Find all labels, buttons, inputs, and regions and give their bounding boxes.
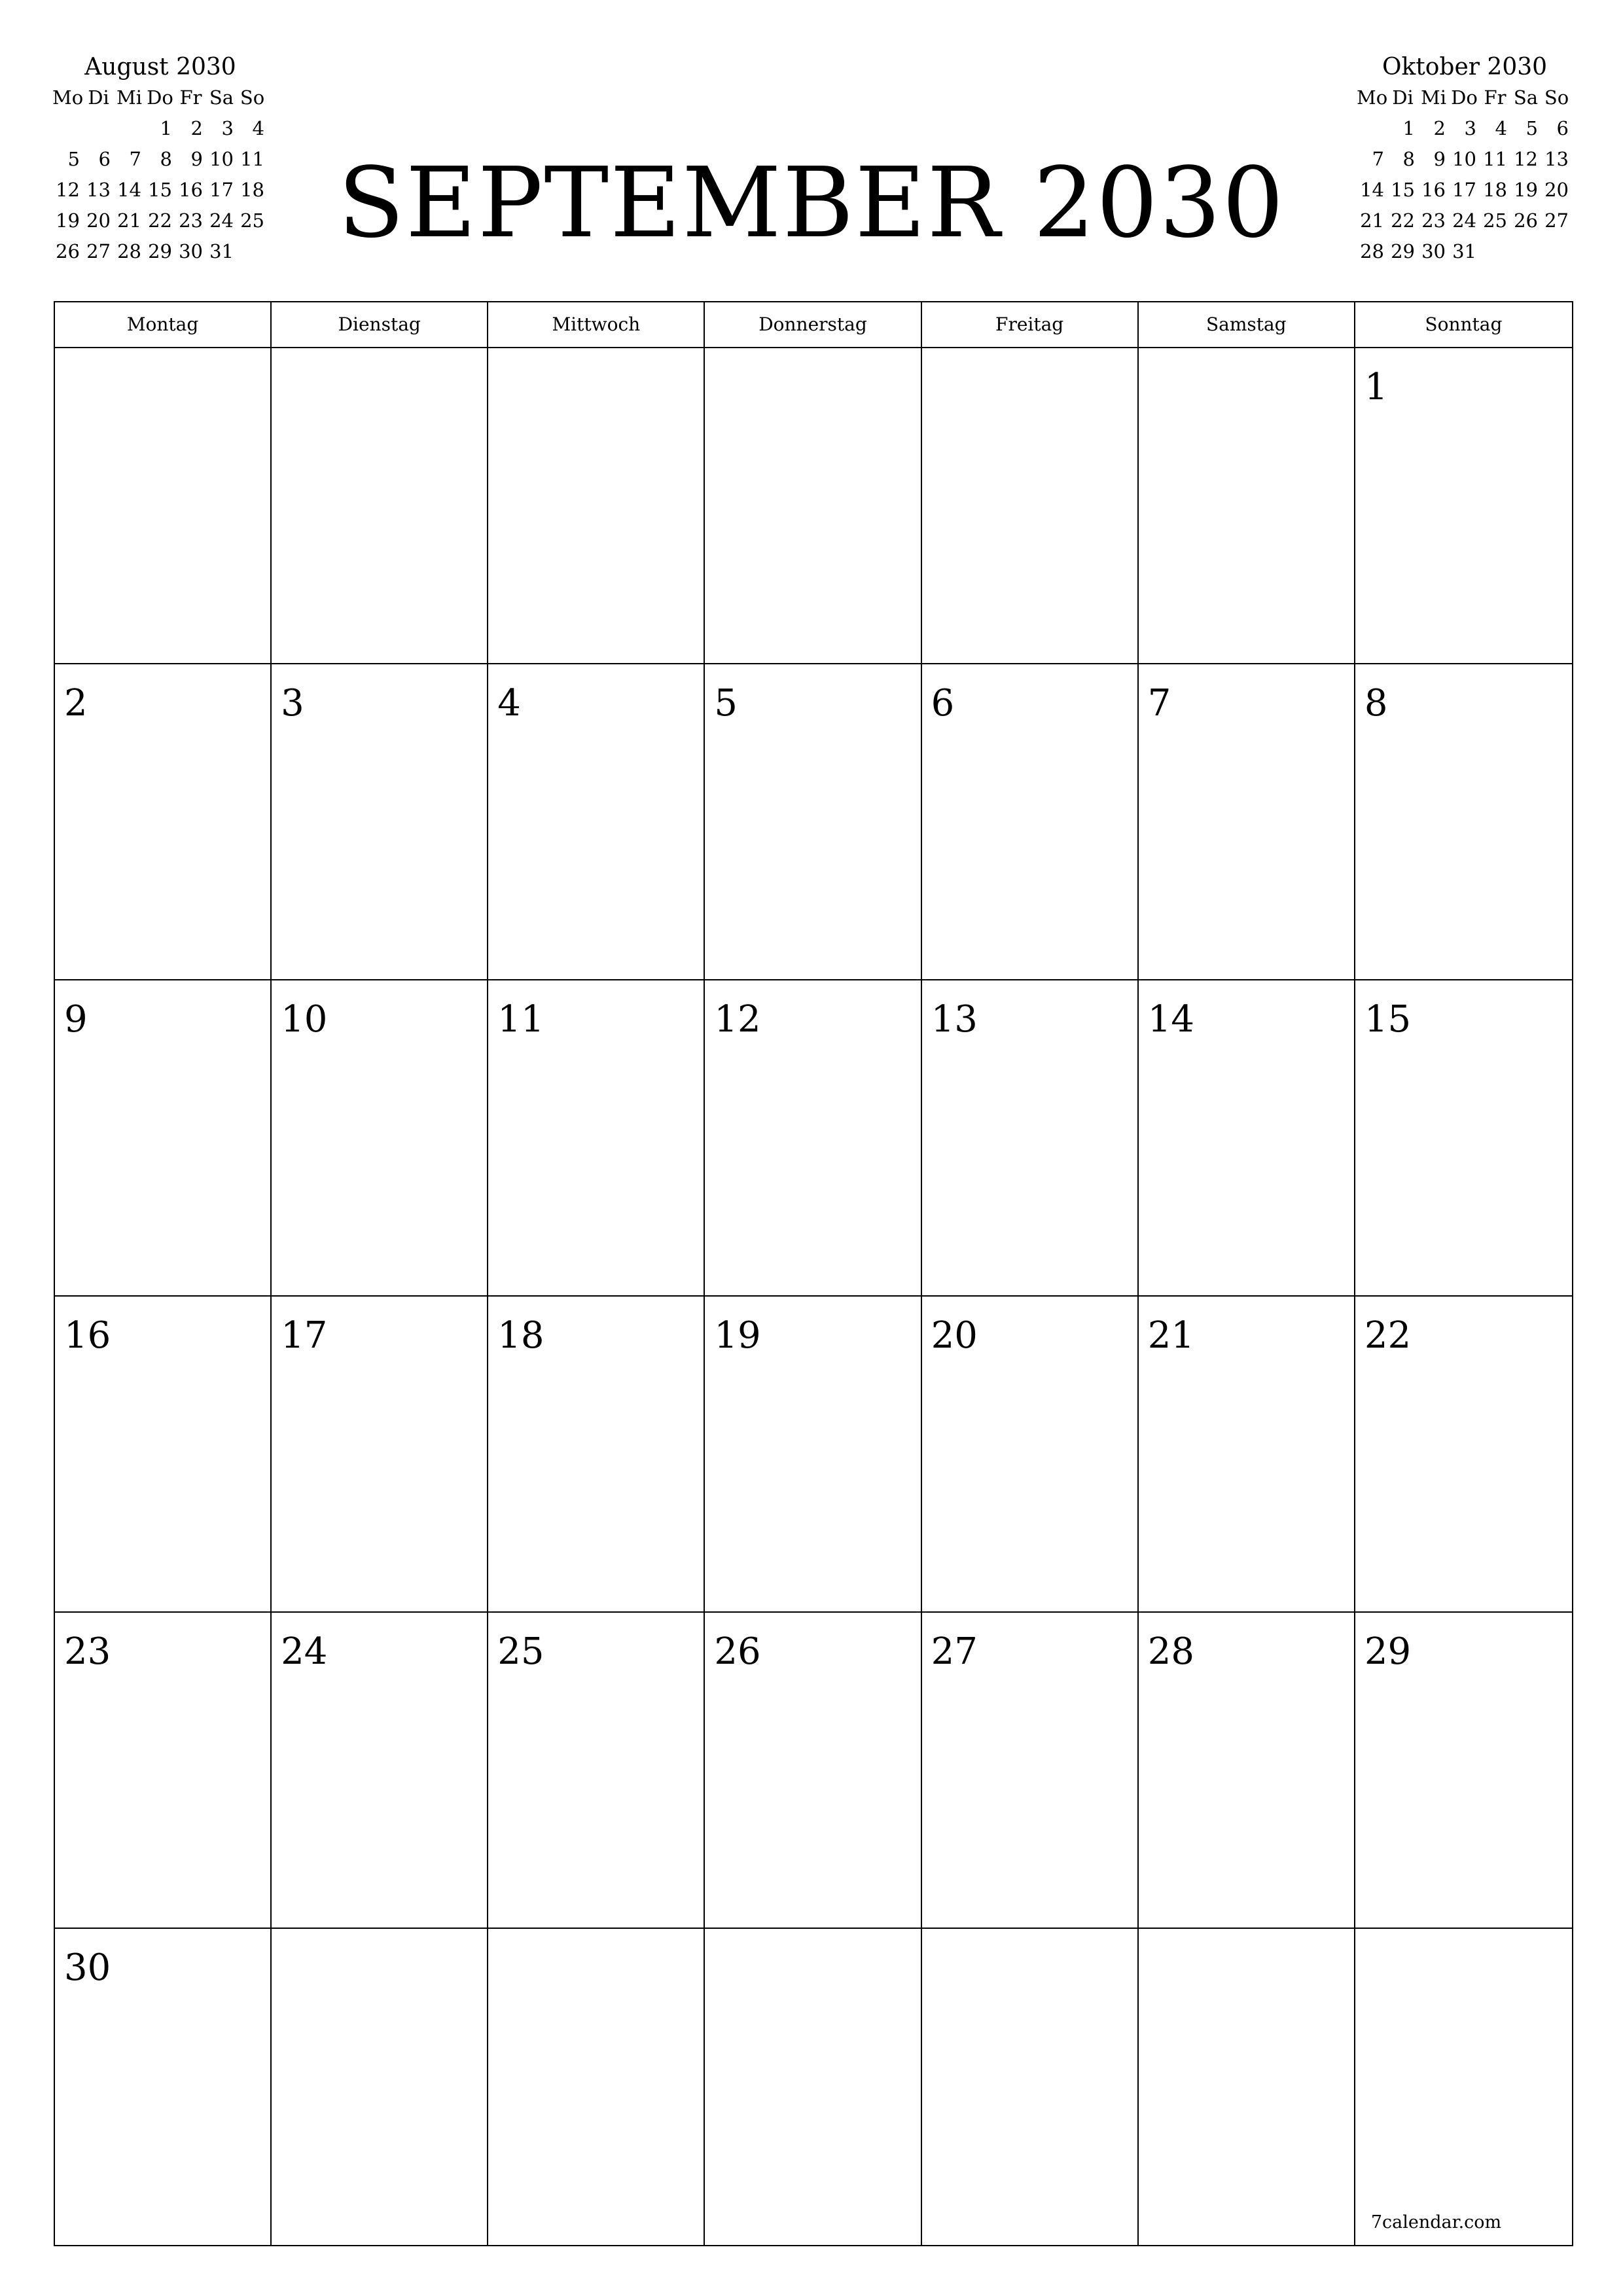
day-cell [55,664,272,980]
mini-weekday-header: Sa [1513,86,1539,109]
day-cell [55,348,272,664]
mini-day: 20 [86,209,111,232]
mini-weekday-header: Di [88,86,109,109]
day-number: 18 [497,1314,544,1357]
weekday-header: Mittwoch [488,302,705,347]
mini-day: 17 [209,179,234,201]
day-number: 19 [714,1314,761,1357]
day-cell [272,664,488,980]
mini-day: 10 [1452,148,1476,170]
mini-weekday-header: Di [1392,86,1414,109]
day-cell [488,664,705,980]
day-cell [1355,1929,1572,2245]
mini-day: 6 [1556,117,1569,139]
day-number: 21 [1147,1314,1194,1357]
mini-weekday-header: Mo [52,86,84,109]
day-number: 25 [497,1630,544,1673]
day-cell [705,980,921,1297]
mini-day: 14 [117,179,141,201]
mini-day: 11 [1483,148,1507,170]
day-cell [1139,664,1355,980]
mini-calendar-grid [1357,82,1573,267]
mini-day: 16 [179,179,203,201]
day-cell [488,1929,705,2245]
mini-day: 31 [209,240,234,262]
day-cell [922,980,1139,1297]
mini-weekday-header: Fr [179,86,202,109]
day-cell [922,348,1139,664]
mini-weekday-header: So [240,86,265,109]
mini-day: 24 [1452,209,1476,232]
day-cell [272,1613,488,1929]
mini-calendar-title: August 2030 [84,54,236,81]
day-cell [272,980,488,1297]
day-number: 28 [1147,1630,1194,1673]
weekday-header: Donnerstag [705,302,921,347]
day-number: 27 [931,1630,978,1673]
day-cell [488,348,705,664]
mini-day: 30 [179,240,203,262]
day-number: 3 [281,682,304,725]
mini-day: 13 [1544,148,1569,170]
mini-day [52,113,83,144]
mini-day: 24 [209,209,234,232]
day-cell [705,1613,921,1929]
mini-day: 22 [1391,209,1415,232]
day-number: 22 [1364,1314,1412,1357]
mini-weekday-header: Do [1451,86,1478,109]
day-number: 1 [1364,366,1388,408]
site-credit: 7calendar.com [1370,2212,1502,2233]
mini-day: 23 [179,209,203,232]
mini-day: 9 [190,148,203,170]
day-cell [55,980,272,1297]
day-number: 8 [1364,682,1388,725]
day-cell [922,1613,1139,1929]
day-cell [922,664,1139,980]
day-cell [922,1929,1139,2245]
mini-day: 15 [148,179,172,201]
mini-day: 8 [160,148,172,170]
month-grid [54,301,1573,2246]
mini-day: 7 [1372,148,1384,170]
mini-day: 10 [209,148,234,170]
day-number: 2 [64,682,88,725]
mini-day: 1 [1402,117,1415,139]
mini-day: 19 [1514,179,1538,201]
day-number: 15 [1364,998,1412,1041]
mini-day: 31 [1452,240,1476,262]
day-cell [705,664,921,980]
mini-day: 22 [148,209,172,232]
day-cell [488,1297,705,1613]
mini-calendar-next-month [1357,52,1573,267]
mini-day [1510,236,1541,267]
day-number: 11 [497,998,544,1041]
day-number: 29 [1364,1630,1412,1673]
mini-day: 20 [1544,179,1569,201]
mini-day: 18 [240,179,264,201]
mini-day: 28 [1360,240,1384,262]
mini-day: 25 [240,209,264,232]
mini-day: 1 [160,117,172,139]
day-number: 30 [64,1946,111,1989]
day-cell [922,1297,1139,1613]
mini-day: 13 [86,179,111,201]
mini-weekday-header: Mo [1357,86,1388,109]
mini-day: 23 [1421,209,1446,232]
weekday-header: Freitag [922,302,1139,347]
mini-day [1480,236,1510,267]
day-number: 23 [64,1630,111,1673]
day-number: 12 [714,998,761,1041]
day-cell [488,980,705,1297]
day-number: 6 [931,682,955,725]
day-cell [1139,980,1355,1297]
mini-day: 2 [1433,117,1446,139]
mini-day: 27 [1544,209,1569,232]
day-cell [1139,1297,1355,1613]
day-cell [1355,980,1572,1297]
weekday-header: Sonntag [1425,314,1503,335]
mini-weekday-header: Mi [116,86,142,109]
day-number: 24 [281,1630,328,1673]
mini-day: 7 [129,148,141,170]
day-cell [55,1929,272,2245]
mini-day: 17 [1452,179,1476,201]
day-cell [1139,348,1355,664]
mini-day: 28 [117,240,141,262]
mini-day: 4 [252,117,264,139]
day-number: 5 [714,682,738,725]
mini-day: 27 [86,240,111,262]
day-number: 26 [714,1630,761,1673]
day-number: 20 [931,1314,978,1357]
mini-day: 29 [1391,240,1415,262]
mini-weekday-header: Mi [1421,86,1446,109]
day-number: 16 [64,1314,111,1357]
day-number: 14 [1147,998,1194,1041]
mini-day: 16 [1421,179,1446,201]
mini-weekday-header: So [1544,86,1569,109]
mini-day: 15 [1391,179,1415,201]
day-cell [705,1297,921,1613]
mini-day: 18 [1483,179,1507,201]
day-cell [1139,1929,1355,2245]
mini-day: 21 [117,209,141,232]
weekday-header: Montag [55,302,272,347]
day-cell [488,1613,705,1929]
mini-day: 8 [1402,148,1415,170]
mini-day: 30 [1421,240,1446,262]
day-cell [1139,1613,1355,1929]
day-cell [1355,1613,1572,1929]
mini-day: 26 [1514,209,1538,232]
mini-day: 9 [1433,148,1446,170]
mini-weekday-header: Sa [209,86,234,109]
mini-day: 4 [1495,117,1507,139]
mini-day: 29 [148,240,172,262]
mini-weekday-header: Fr [1484,86,1507,109]
day-cell [272,1297,488,1613]
day-cell [1355,348,1572,664]
day-number: 9 [64,998,88,1041]
day-number: 17 [281,1314,328,1357]
mini-day: 12 [56,179,80,201]
mini-day: 3 [1464,117,1476,139]
mini-calendar-title: Oktober 2030 [1382,54,1548,81]
mini-day: 26 [56,240,80,262]
day-number: 7 [1147,682,1171,725]
weeks-grid [55,348,1572,2245]
mini-day: 25 [1483,209,1507,232]
mini-weekday-header: Do [147,86,173,109]
day-cell [1355,664,1572,980]
weekday-header-row [55,302,1572,348]
mini-day: 12 [1514,148,1538,170]
day-cell [705,348,921,664]
day-cell [272,1929,488,2245]
day-cell [55,1297,272,1613]
mini-day [1541,236,1572,267]
day-number: 13 [931,998,978,1041]
mini-day: 2 [190,117,203,139]
page-title: SEPTEMBER 2030 [338,147,1285,259]
mini-day: 5 [1525,117,1538,139]
day-number: 4 [497,682,521,725]
mini-day: 5 [67,148,80,170]
weekday-header: Samstag [1139,302,1355,347]
mini-day: 21 [1360,209,1384,232]
day-number: 10 [281,998,328,1041]
mini-day [1357,113,1387,144]
day-cell [55,1613,272,1929]
mini-day: 3 [221,117,234,139]
day-cell [272,348,488,664]
mini-day: 14 [1360,179,1384,201]
mini-day: 19 [56,209,80,232]
mini-day [83,113,114,144]
weekday-header: Dienstag [272,302,488,347]
day-cell [705,1929,921,2245]
mini-day: 11 [240,148,264,170]
mini-day [114,113,145,144]
day-cell [1355,1297,1572,1613]
mini-day: 6 [98,148,111,170]
